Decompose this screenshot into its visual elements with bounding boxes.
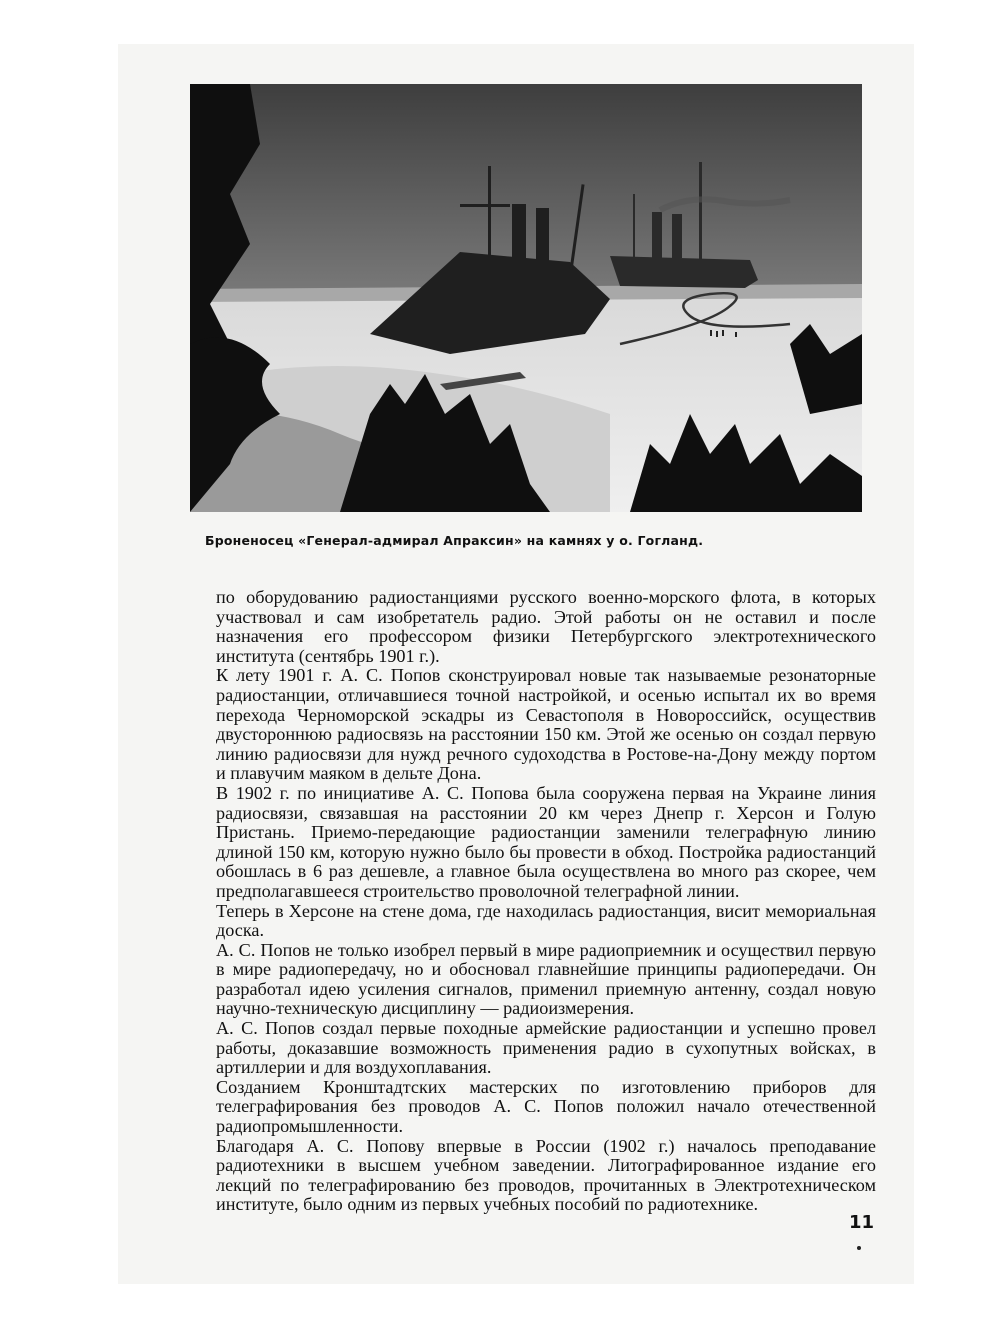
page-mark xyxy=(857,1246,861,1250)
figure-caption: Броненосец «Генерал-адмирал Апраксин» на камнях у о. Гогланд. xyxy=(205,533,704,548)
paragraph-3: В 1902 г. по инициативе А. С. Попова была сооружена первая на Украине линия радиосвязи, связавшая на расстоянии 20 км через Днепр г. Херсон и Голую Пристань. Приемо-передающие радиостанции заменили телеграфную линию длиной 150 км, которую нужно было бы провести в обход. Постройка радиостанций обошлась в 6 раз дешевле, а главное была осуществлена во много раз скорее, чем предполагавшееся строительство проволочной телеграфной линии. xyxy=(216,782,876,901)
page-number: 11 xyxy=(849,1212,875,1233)
body-text xyxy=(216,588,876,1215)
paragraph-7: Созданием Кронштадтских мастерских по изготовлению приборов для телеграфирования без проводов А. С. Попов положил начало отечественной радиопромышленности. xyxy=(216,1076,876,1137)
paragraph-1: по оборудованию радиостанциями русского военно-морского флота, в которых участвовал и сам изобретатель радио. Этой работы он не оставил и после назначения его профессором физики Петербургского электротехнического института (сентябрь 1901 г.). xyxy=(216,587,876,666)
ships-on-rocks-photo xyxy=(190,84,862,512)
paragraph-2: К лету 1901 г. А. С. Попов сконструировал новые так называемые резонаторные радиостанции, отличавшиеся точной настройкой, и осенью испытал их во время перехода Черноморской эскадры из Севастополя в Новороссийск, осуществив двустороннюю радиосвязь на расстоянии 150 км. Этой же осенью он создал первую линию радиосвязи для нужд речного судоходства в Ростове-на-Дону между портом и плавучим маяком в дельте Дона. xyxy=(216,665,876,784)
paragraph-8: Благодаря А. С. Попову впервые в России (1902 г.) началось преподавание радиотехники в высшем учебном заведении. Литографированное издание его лекций по телеграфированию без проводов, прочитанных в Электротехническом институте, было одним из первых учебных пособий по радиотехнике. xyxy=(216,1135,876,1215)
paragraph-4: Теперь в Херсоне на стене дома, где находилась радиостанция, висит мемориальная доска. xyxy=(216,900,876,941)
paragraph-6: А. С. Попов создал первые походные армейские радиостанции и успешно провел работы, доказавшие возможность применения радио в сухопутных войсках, в артиллерии и для воздухоплавания. xyxy=(216,1018,876,1078)
paragraph-5: А. С. Попов не только изобрел первый в мире радиоприемник и осуществил первую в мире радиопередачу, но и обосновал главнейшие принципы радиопередачи. Он разработал идею усиления сигналов, применил приемную антенну, создал новую научно-техническую дисциплину — радиоизмерения. xyxy=(216,939,876,1019)
